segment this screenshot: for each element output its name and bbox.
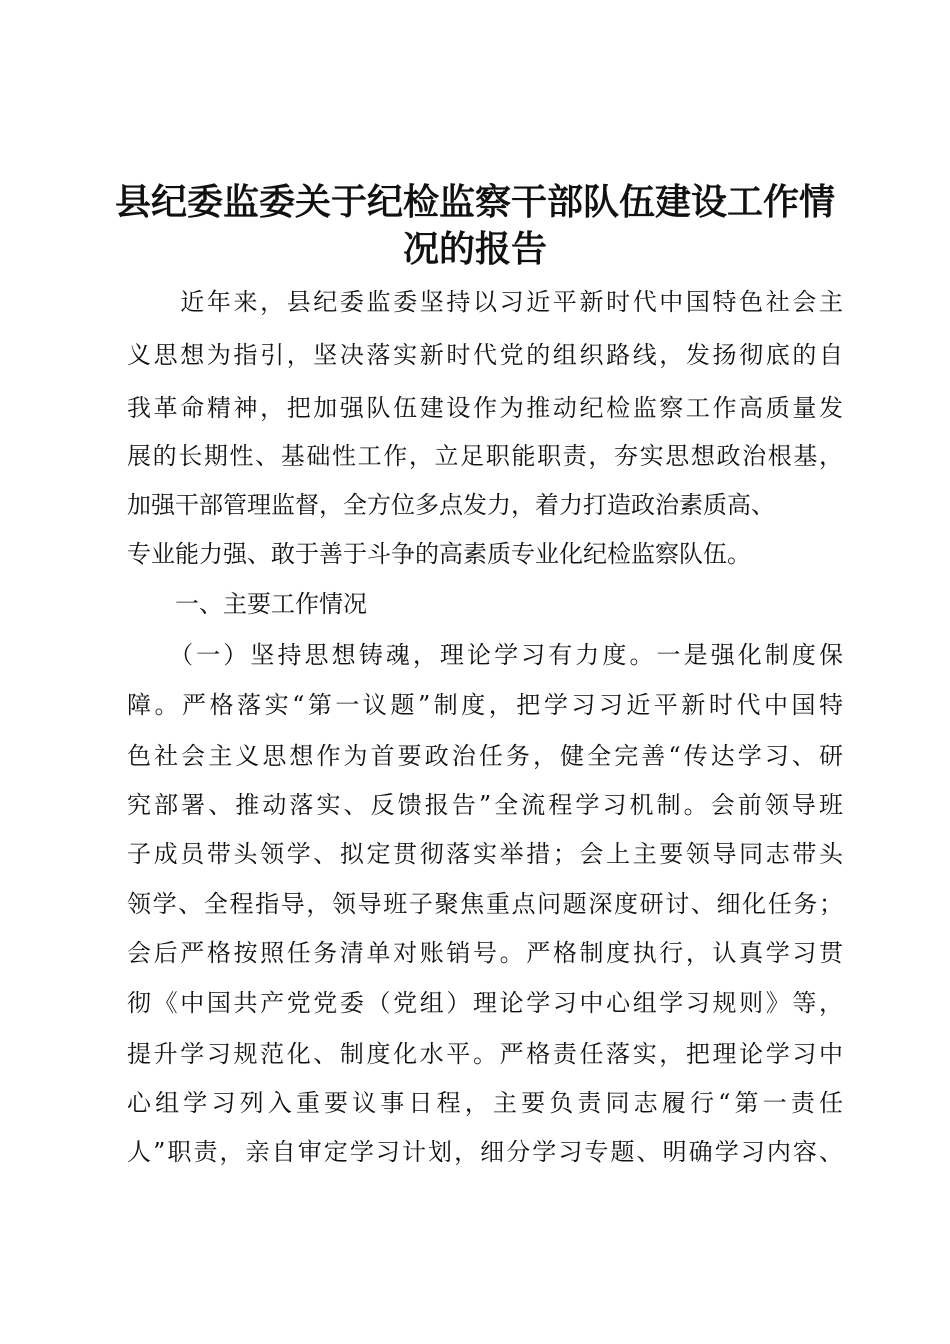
paragraph-2-line-7: 会后严格按照任务清单对账销号。严格制度执行，认真学习贯 [127,939,843,967]
paragraph-2-line-1: （一）坚持思想铸魂，理论学习有力度。一是强化制度保 [127,641,843,669]
paragraph-1-line-3: 我革命精神，把加强队伍建设作为推动纪检监察工作高质量发 [127,394,843,422]
document-title-line-2: 况的报告 [402,228,547,270]
paragraph-2-line-6: 领学、全程指导，领导班子聚焦重点问题深度研讨、细化任务； [127,890,843,918]
paragraph-2-line-9: 提升学习规范化、制度化水平。严格责任落实，把理论学习中 [127,1040,843,1068]
paragraph-1-line-6: 专业能力强、敢于善于斗争的高素质专业化纪检监察队伍。 [127,540,751,568]
paragraph-1-line-4: 展的长期性、基础性工作，立足职能职责，夯实思想政治根基， [127,442,843,470]
paragraph-1-line-2: 义思想为指引，坚决落实新时代党的组织路线，发扬彻底的自 [127,341,843,369]
paragraph-2-line-5: 子成员带头领学、拟定贯彻落实举措；会上主要领导同志带头 [127,840,843,868]
paragraph-2-line-4: 究部署、推动落实、反馈报告”全流程学习机制。会前领导班 [127,791,843,819]
paragraph-2-line-8: 彻《中国共产党党委（党组）理论学习中心组学习规则》等， [127,989,843,1017]
paragraph-2-line-10: 心组学习列入重要议事日程，主要负责同志履行“第一责任 [127,1089,843,1117]
document-title-line-1: 县纪委监委关于纪检监察干部队伍建设工作情 [114,181,835,223]
section-heading-1: 一、主要工作情况 [175,590,367,618]
paragraph-2-line-2: 障。严格落实“第一议题”制度，把学习习近平新时代中国特 [127,691,843,719]
paragraph-2-line-3: 色社会主义思想作为首要政治任务，健全完善“传达学习、研 [127,742,843,770]
paragraph-2-line-11: 人”职责，亲自审定学习计划，细分学习专题、明确学习内容、 [127,1138,843,1166]
paragraph-1-line-1: 近年来，县纪委监委坚持以习近平新时代中国特色社会主 [127,288,843,316]
paragraph-1-line-5: 加强干部管理监督，全方位多点发力，着力打造政治素质高、 [127,491,775,519]
